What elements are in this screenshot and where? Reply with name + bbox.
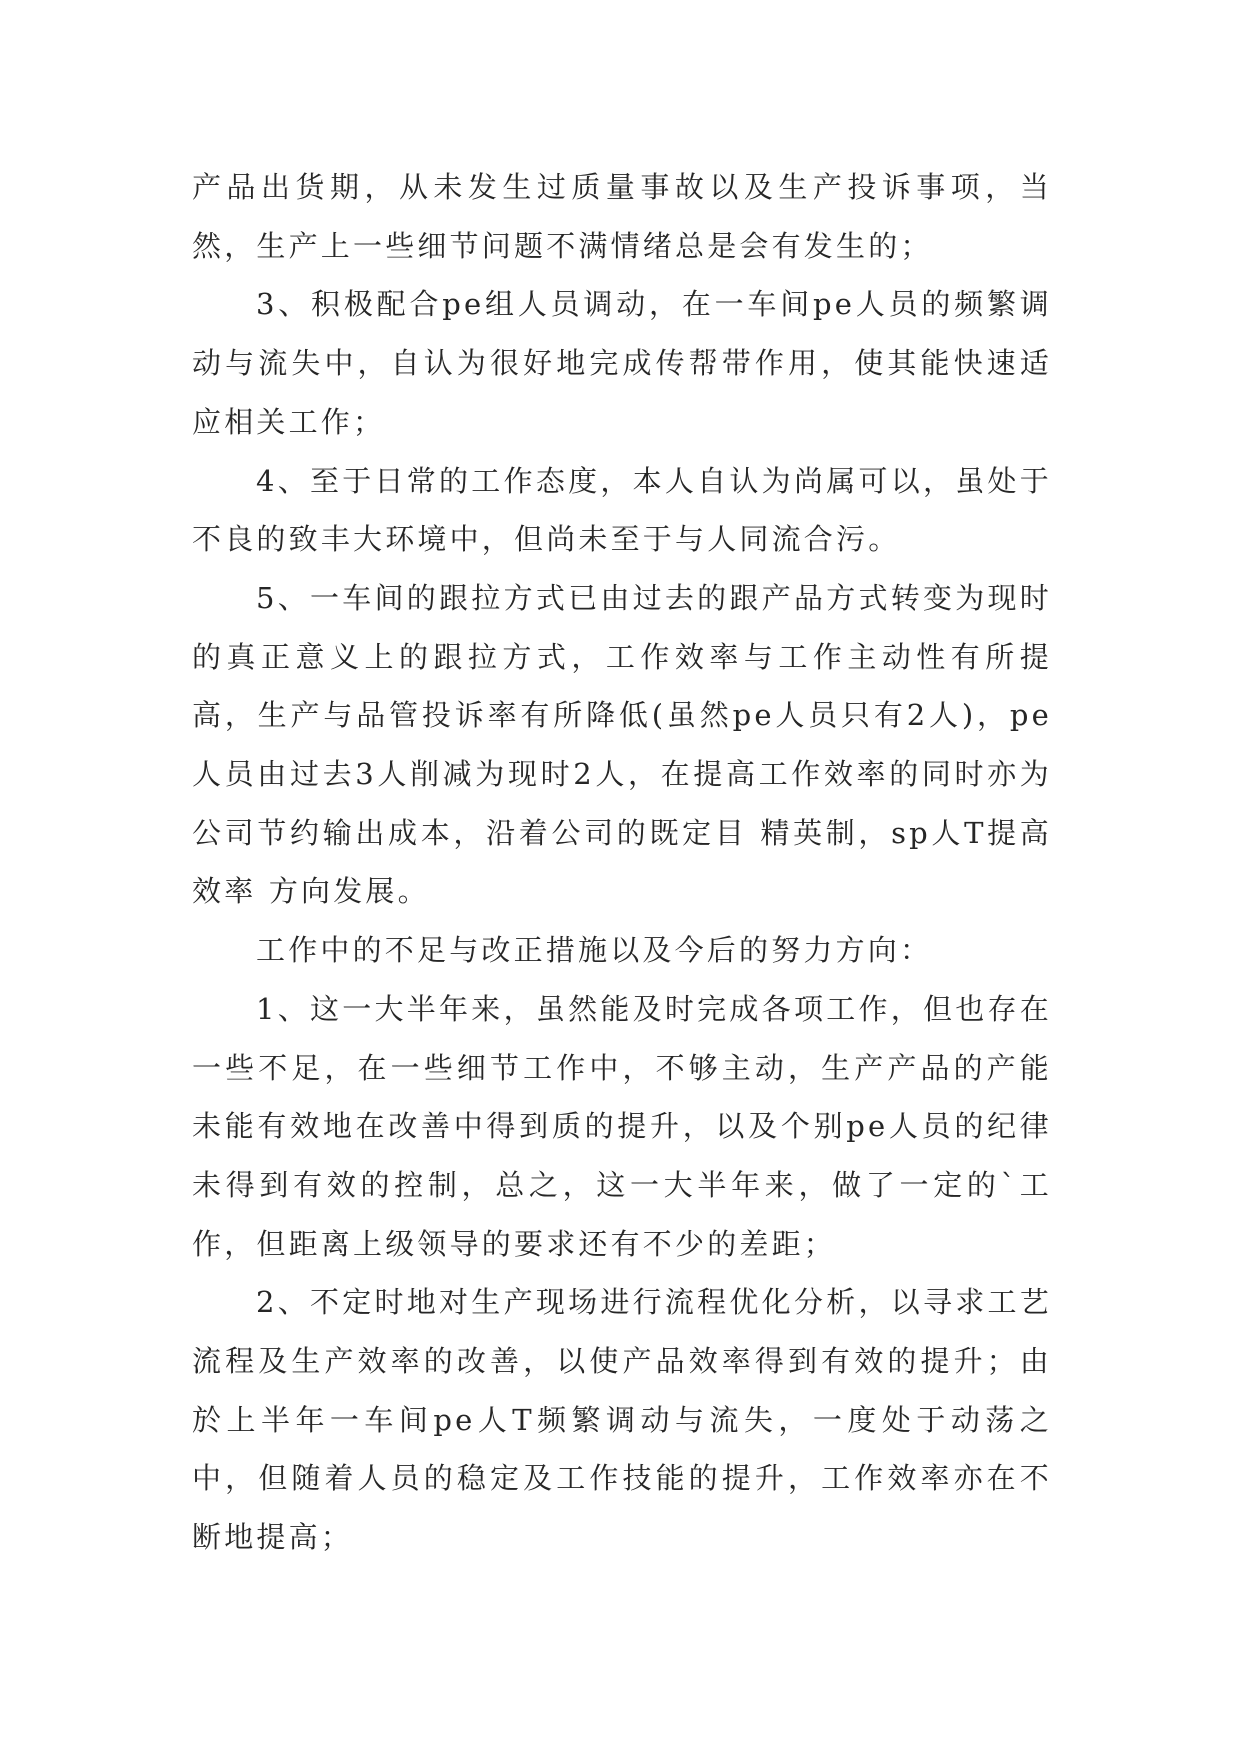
paragraph-3: 4、至于日常的工作态度，本人自认为尚属可以，虽处于不良的致丰大环境中，但尚未至于与人同流合污。	[192, 463, 1052, 557]
paragraph-5: 1、这一大半年来，虽然能及时完成各项工作，但也存在一些不足，在一些细节工作中，不够主动，生产产品的产能未能有效地在改善中得到质的提升，以及个别pe人员的纪律未得到有效的控制，总之，这一大半年来，做了一定的`工作，但距离上级领导的要求还有不少的差距；	[192, 991, 1052, 1261]
paragraph-4: 5、一车间的跟拉方式已由过去的跟产品方式转变为现时的真正意义上的跟拉方式，工作效率与工作主动性有所提高，生产与品管投诉率有所降低(虽然pe人员只有2人)，pe人员由过去3人削减为现时2人，在提高工作效率的同时亦为公司节约输出成本，沿着公司的既定目 精英制，sp人T提高效率 方向发展。	[192, 580, 1052, 909]
paragraph-1: 产品出货期，从未发生过质量事故以及生产投诉事项，当然，生产上一些细节问题不满情绪总是会有发生的；	[192, 170, 1052, 263]
section-heading: 工作中的不足与改正措施以及今后的努力方向：	[256, 933, 933, 968]
document-body	[192, 158, 1052, 1567]
paragraph-2: 3、积极配合pe组人员调动，在一车间pe人员的频繁调动与流失中，自认为很好地完成传帮带作用，使其能快速适应相关工作；	[192, 287, 1052, 439]
paragraph-6: 2、不定时地对生产现场进行流程优化分析，以寻求工艺流程及生产效率的改善，以使产品效率得到有效的提升；由於上半年一车间pe人T频繁调动与流失，一度处于动荡之中，但随着人员的稳定及工作技能的提升，工作效率亦在不断地提高；	[192, 1285, 1052, 1555]
